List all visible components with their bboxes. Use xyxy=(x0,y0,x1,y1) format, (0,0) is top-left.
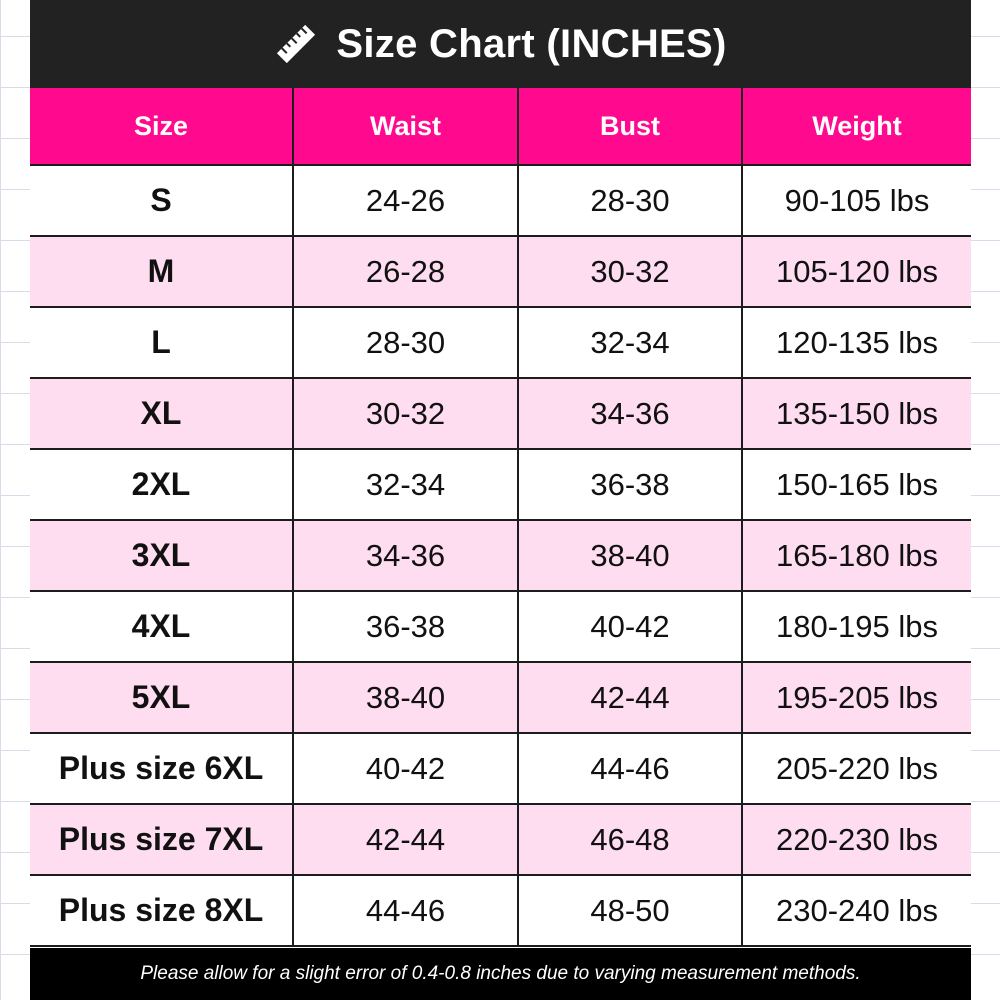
waist-cell: 26-28 xyxy=(293,236,518,307)
table-row xyxy=(30,804,971,875)
bust-cell: 34-36 xyxy=(518,378,742,449)
size-chart xyxy=(30,0,971,1000)
column-header-waist: Waist xyxy=(293,88,518,165)
size-cell: Plus size 6XL xyxy=(30,733,293,804)
bust-cell: 32-34 xyxy=(518,307,742,378)
title-bar xyxy=(30,0,971,88)
weight-cell: 180-195 lbs xyxy=(742,591,971,662)
table-row xyxy=(30,307,971,378)
size-cell: S xyxy=(30,165,293,236)
weight-cell: 150-165 lbs xyxy=(742,449,971,520)
weight-cell: 105-120 lbs xyxy=(742,236,971,307)
table-header-row xyxy=(30,88,971,165)
weight-cell: 220-230 lbs xyxy=(742,804,971,875)
size-cell: 4XL xyxy=(30,591,293,662)
weight-cell: 120-135 lbs xyxy=(742,307,971,378)
waist-cell: 34-36 xyxy=(293,520,518,591)
waist-cell: 40-42 xyxy=(293,733,518,804)
ruler-icon xyxy=(274,22,318,66)
weight-cell: 135-150 lbs xyxy=(742,378,971,449)
waist-cell: 44-46 xyxy=(293,875,518,946)
weight-cell: 165-180 lbs xyxy=(742,520,971,591)
bust-cell: 28-30 xyxy=(518,165,742,236)
bust-cell: 30-32 xyxy=(518,236,742,307)
table-row xyxy=(30,378,971,449)
weight-cell: 230-240 lbs xyxy=(742,875,971,946)
footer-note: Please allow for a slight error of 0.4-0.8 inches due to varying measurement methods. xyxy=(30,948,971,1000)
column-header-weight: Weight xyxy=(742,88,971,165)
table-row xyxy=(30,875,971,946)
waist-cell: 36-38 xyxy=(293,591,518,662)
table-row xyxy=(30,662,971,733)
bust-cell: 36-38 xyxy=(518,449,742,520)
column-header-size: Size xyxy=(30,88,293,165)
table-row xyxy=(30,449,971,520)
size-cell: Plus size 8XL xyxy=(30,875,293,946)
size-cell: L xyxy=(30,307,293,378)
waist-cell: 28-30 xyxy=(293,307,518,378)
bust-cell: 46-48 xyxy=(518,804,742,875)
size-cell: XL xyxy=(30,378,293,449)
table-row xyxy=(30,520,971,591)
waist-cell: 38-40 xyxy=(293,662,518,733)
table-row xyxy=(30,591,971,662)
size-cell: 3XL xyxy=(30,520,293,591)
waist-cell: 24-26 xyxy=(293,165,518,236)
size-cell: 5XL xyxy=(30,662,293,733)
table-row xyxy=(30,165,971,236)
table-row xyxy=(30,236,971,307)
bust-cell: 44-46 xyxy=(518,733,742,804)
column-header-bust: Bust xyxy=(518,88,742,165)
waist-cell: 30-32 xyxy=(293,378,518,449)
size-table xyxy=(30,88,971,947)
bust-cell: 42-44 xyxy=(518,662,742,733)
weight-cell: 195-205 lbs xyxy=(742,662,971,733)
page-title: Size Chart (INCHES) xyxy=(336,21,727,66)
waist-cell: 32-34 xyxy=(293,449,518,520)
size-cell: Plus size 7XL xyxy=(30,804,293,875)
waist-cell: 42-44 xyxy=(293,804,518,875)
weight-cell: 205-220 lbs xyxy=(742,733,971,804)
weight-cell: 90-105 lbs xyxy=(742,165,971,236)
size-cell: 2XL xyxy=(30,449,293,520)
bust-cell: 38-40 xyxy=(518,520,742,591)
bust-cell: 48-50 xyxy=(518,875,742,946)
table-row xyxy=(30,733,971,804)
bust-cell: 40-42 xyxy=(518,591,742,662)
size-cell: M xyxy=(30,236,293,307)
